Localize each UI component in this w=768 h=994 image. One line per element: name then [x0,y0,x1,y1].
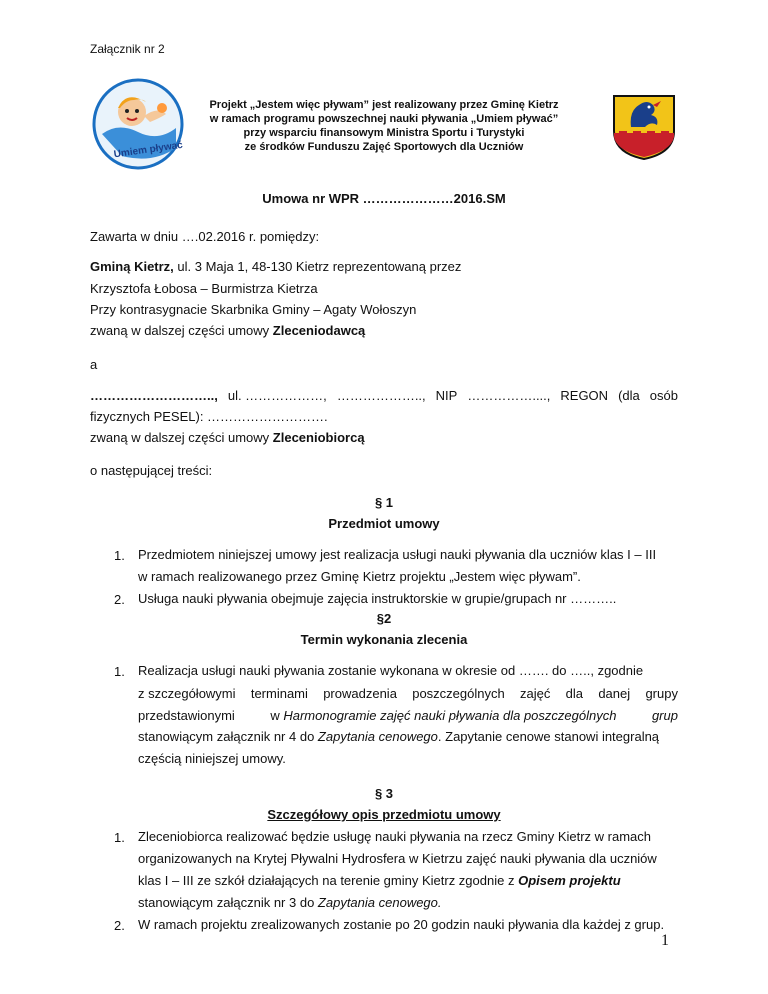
party1-line [90,260,461,273]
s1-p1-line1: Przedmiotem niniejszej umowy jest realizacja usługi nauki pływania dla uczniów klas I – III [138,547,657,562]
s3-p1-line1: Zleceniobiorca realizować będzie usługę nauki pływania na rzecz Gminy Kietrz w ramach [138,829,652,844]
s3-l4-a: stanowiącym załącznik nr 3 do [138,895,318,910]
header-line-2: w ramach programu powszechnej nauki pływania „Umiem pływać” [209,113,559,125]
following-content: o następującej treści: [90,463,213,478]
s3-l4-b: Zapytania cenowego. [317,895,442,910]
s2-l3-b: w [270,708,284,723]
s2-word: z szczegółowymi [138,686,236,701]
s2-title: Termin wykonania zlecenia [300,632,468,647]
party2-word: ……………...., [467,388,551,403]
s3-l3-a: klas I – III ze szkół działających na terenie gminy Kietrz zgodnie z [138,873,519,888]
s3-mark: § 3 [374,786,394,801]
s2-l3-a: przedstawionymi [138,708,235,723]
party1-name: Gminą Kietrz, [90,259,174,274]
party2-role: Zleceniobiorcą [272,430,365,445]
kietrz-coat-of-arms [611,93,677,161]
and-separator: a [90,357,98,372]
header-line-4: ze środków Funduszu Zajęć Sportowych dla Uczniów [244,141,524,153]
party2-line2: fizycznych PESEL): ………………………. [90,409,328,424]
s2-word: terminami [250,686,308,701]
s2-mark: §2 [376,611,392,626]
party1-called [90,324,365,337]
s2-p1-number: 1. [114,664,125,679]
project-header [190,98,578,154]
party1-role: Zleceniodawcą [272,323,366,338]
s2-p1-line3 [138,708,678,723]
party2-word: ……………….., [336,388,426,403]
s2-l4-a: stanowiącym załącznik nr 4 do [138,729,318,744]
party2-called-prefix: zwaną w dalszej części umowy [90,430,273,445]
page-number: 1 [661,932,669,949]
s2-p1-line1: Realizacja usługi nauki pływania zostanie wykonana w okresie od ……. do ….., zgodnie [138,663,644,678]
s2-word: dla [565,686,584,701]
s2-word: grupy [645,686,678,701]
s3-l3-b: Opisem projektu [518,873,621,888]
umiem-plywac-logo [92,78,184,170]
s2-word: danej [598,686,631,701]
contract-title: Umowa nr WPR …………………2016.SM [262,191,506,206]
party2-word: NIP [435,388,458,403]
party2-dots: ……………………….., [90,388,218,403]
party2-called [90,431,365,444]
attachment-label: Załącznik nr 2 [90,42,165,56]
header-line-3: przy wsparciu finansowym Ministra Sportu i Turystyki [243,127,525,139]
party2-word: ul. ………………, [227,388,327,403]
s2-l4-c: . Zapytanie cenowe stanowi integralną [437,729,660,744]
s2-p1-line4 [138,730,659,743]
s1-p2-number: 2. [114,592,125,607]
logo-lettering: Umiem pływać [113,139,184,161]
s3-p1-line4 [138,896,442,909]
s1-p1-line2: w ramach realizowanego przez Gminę Kietrz projektu „Jestem więc pływam”. [138,569,581,584]
s2-p1-line2 [138,686,678,701]
s3-p2-number: 2. [114,918,125,933]
s1-mark: § 1 [374,495,394,510]
s2-word: prowadzenia [323,686,397,701]
party2-word: REGON [560,388,609,403]
party1-countersign: Przy kontrasygnacie Skarbnika Gminy – Agaty Wołoszyn [90,302,417,317]
s3-p1-number: 1. [114,830,125,845]
s3-title: Szczegółowy opis przedmiotu umowy [267,807,501,822]
s2-p1-line5: częścią niniejszej umowy. [138,751,286,766]
s1-title: Przedmiot umowy [328,516,440,531]
party1-representative: Krzysztofa Łobosa – Burmistrza Kietrza [90,281,318,296]
s1-p2-line1: Usługa nauki pływania obejmuje zajęcia instruktorskie w grupie/grupach nr ……….. [138,591,617,606]
s1-p1-number: 1. [114,548,125,563]
s3-p1-line2: organizowanych na Krytej Pływalni Hydrosfera w Kietrzu zajęć nauki pływania dla uczniów [138,851,657,866]
party2-word: (dla [618,388,640,403]
s2-l3-d: grup [651,708,678,723]
header-line-1: Projekt „Jestem więc pływam” jest realizowany przez Gminę Kietrz [209,99,559,111]
concluded-date: Zawarta w dniu ….02.2016 r. pomiędzy: [90,229,320,244]
party1-address: ul. 3 Maja 1, 48-130 Kietrz reprezentowaną przez [173,259,462,274]
s2-l4-b: Zapytania cenowego [317,729,438,744]
party1-called-prefix: zwaną w dalszej części umowy [90,323,273,338]
s2-word: zajęć [520,686,551,701]
s2-l3-c: Harmonogramie zajęć nauki pływania dla poszczególnych [283,708,617,723]
s2-word: poszczególnych [412,686,505,701]
party2-line1 [90,388,678,403]
party2-word: osób [649,388,678,403]
s3-p2-line1: W ramach projektu zrealizowanych zostanie po 20 godzin nauki pływania dla każdej z grup. [138,917,665,932]
s3-p1-line3 [138,874,621,887]
